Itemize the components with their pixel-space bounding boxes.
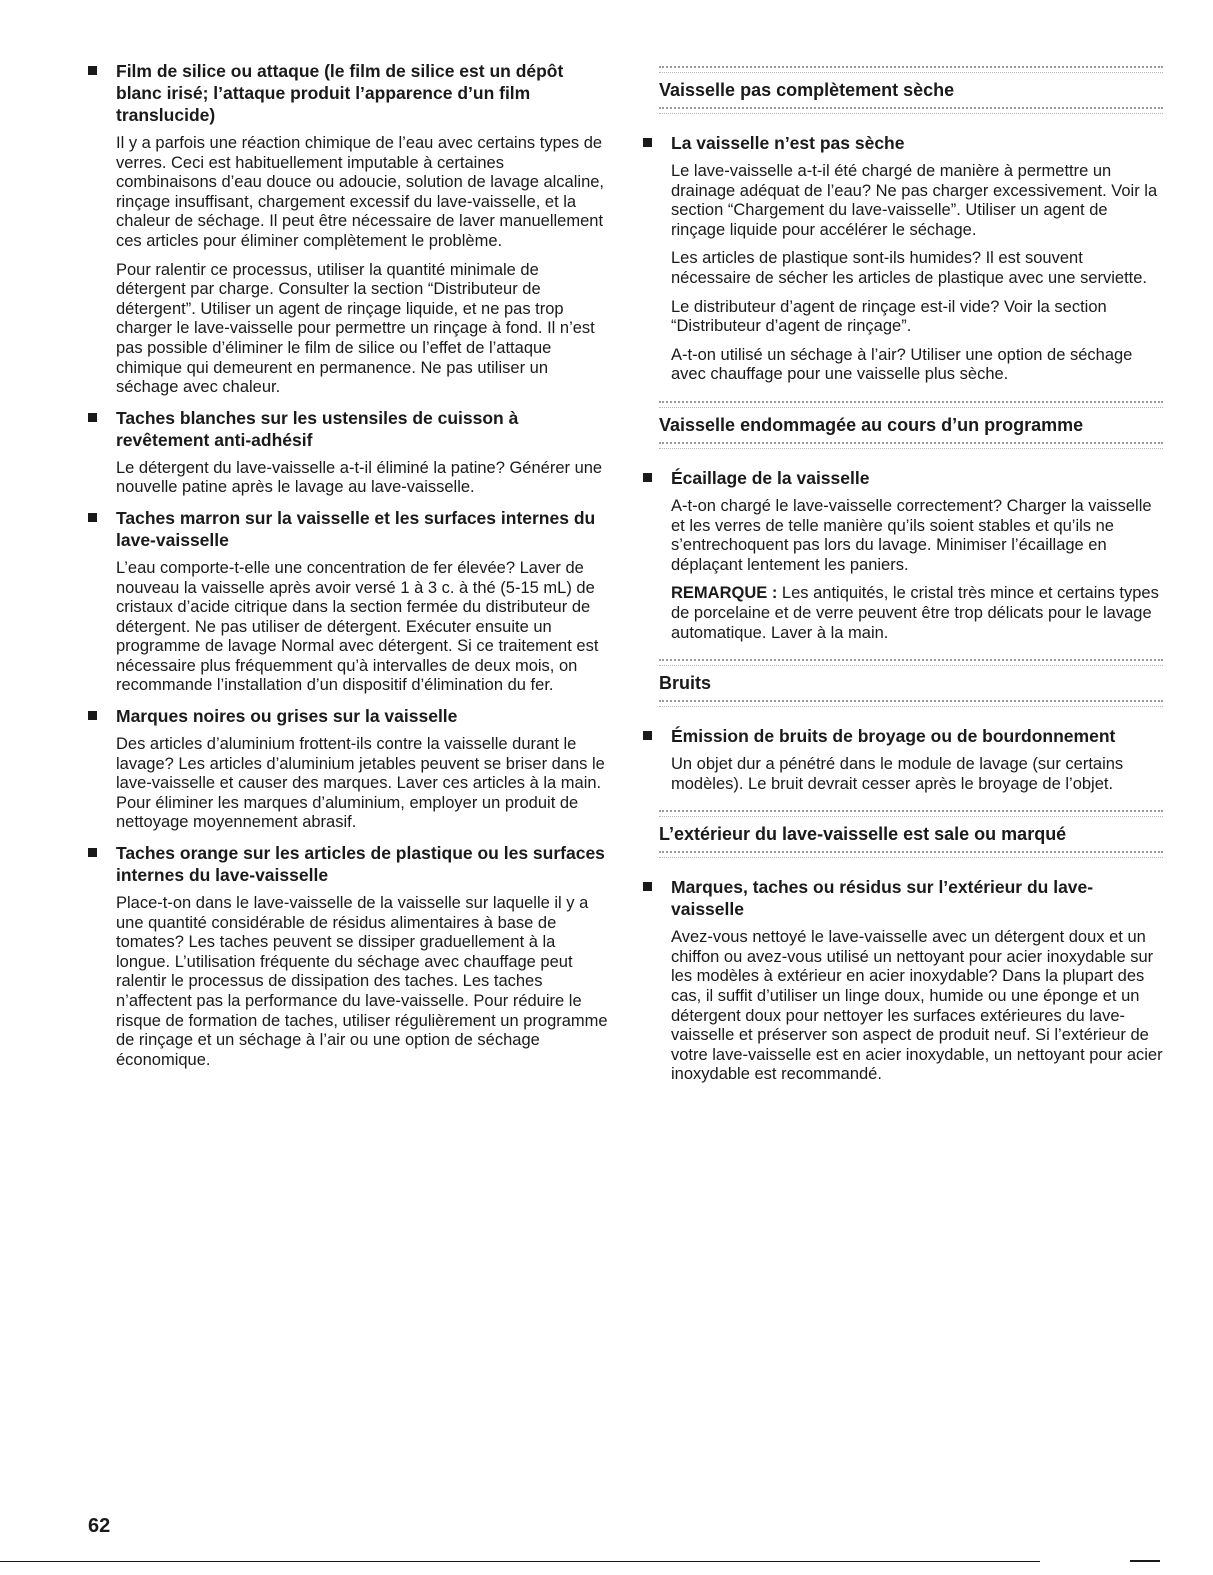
paragraph: Pour ralentir ce processus, utiliser la quantité minimale de détergent par charge. Consulter la section “Distributeur de détergent”. Utiliser un agent de rinçage liquide, et ne pas trop charger le lave-vaisselle pour permettre un rinçage à fond. Il n’est pas possible d’éliminer le film de silice ou l’effet de l’attaque chimique qui demeurent en permanence. Ne pas utiliser un séchage avec chaleur.: [116, 260, 595, 397]
list-item: [643, 876, 1163, 1085]
section-title: Vaisselle endommagée au cours d’un programme: [659, 414, 1084, 435]
item-title: Émission de bruits de broyage ou de bourdonnement: [671, 726, 1116, 747]
item-title: Marques, taches ou résidus sur l’extérieur du lave-vaisselle: [671, 877, 1094, 920]
paragraph: Avez-vous nettoyé le lave-vaisselle avec un détergent doux et un chiffon ou avez-vous utilisé un nettoyant pour acier inoxydable sur les modèles à extérieur en acier inoxydable? Dans la plupart des cas, il suffit d’utiliser un linge doux, humide ou une éponge et un détergent doux pour nettoyer les surfaces extérieures du lave-vaisselle et préserver son aspect de produit neuf. Si l’extérieur de votre lave-vaisselle est en acier inoxydable, un nettoyant pour acier inoxydable est recommandé.: [671, 928, 1163, 1084]
paragraph: Un objet dur a pénétré dans le module de lavage (sur certains modèles). Le bruit devrait cesser après le broyage de l’objet.: [671, 755, 1124, 793]
square-bullet-icon: [643, 882, 652, 891]
paragraph: A-t-on chargé le lave-vaisselle correctement? Charger la vaisselle et les verres de telle manière qu’ils soient stables et qu’ils ne s’entrechoquent pas lors du lavage. Minimiser l’écaillage en déplaçant lentement les paniers.: [671, 496, 1152, 574]
item-title: La vaisselle n’est pas sèche: [671, 133, 905, 153]
note-paragraph: [671, 584, 1163, 643]
list-item: [643, 132, 1163, 385]
paragraph: Le distributeur d’agent de rinçage est-il vide? Voir la section “Distributeur d’agent de rinçage”.: [671, 297, 1107, 336]
list-item: [88, 60, 608, 398]
page-number: 62: [88, 1515, 111, 1537]
section-title: Bruits: [659, 673, 712, 694]
paragraph: A-t-on utilisé un séchage à l’air? Utiliser une option de séchage avec chauffage pour une vaisselle plus sèche.: [671, 345, 1133, 384]
square-bullet-icon: [88, 848, 97, 857]
section-header: [643, 60, 1163, 120]
square-bullet-icon: [643, 138, 652, 147]
section-title: Vaisselle pas complètement sèche: [659, 80, 955, 100]
square-bullet-icon: [643, 731, 652, 740]
section-title: L’extérieur du lave-vaisselle est sale ou marqué: [659, 824, 1067, 845]
item-title: Taches orange sur les articles de plastique ou les surfaces internes du lave-vaisselle: [116, 843, 605, 886]
section-header: [643, 395, 1163, 455]
note-text: Les antiquités, le cristal très mince et certains types de porcelaine et de verre peuvent être trop délicats pour le lavage automatique. Laver à la main.: [671, 584, 1159, 642]
item-title: Taches blanches sur les ustensiles de cuisson à revêtement anti-adhésif: [116, 407, 519, 450]
dotted-rule: [659, 659, 1163, 666]
square-bullet-icon: [88, 711, 97, 720]
paragraph: Le détergent du lave-vaisselle a-t-il éliminé la patine? Générer une nouvelle patine après le lavage au lave-vaisselle.: [116, 458, 603, 497]
square-bullet-icon: [643, 473, 652, 482]
dotted-rule: [659, 700, 1163, 707]
square-bullet-icon: [88, 513, 97, 522]
section-header: [643, 804, 1163, 864]
paragraph: Les articles de plastique sont-ils humides? Il est souvent nécessaire de sécher les articles de plastique avec une serviette.: [671, 249, 1148, 287]
list-item: [88, 842, 608, 1070]
paragraph: Des articles d’aluminium frottent-ils contre la vaisselle durant le lavage? Les articles d’aluminium jetables peuvent se briser dans le lave-vaisselle et causer des marques. Laver ces articles à la main. Pour éliminer les marques d’aluminium, employer un produit de nettoyage moyennement abrasif.: [116, 735, 605, 832]
dotted-rule: [659, 810, 1163, 817]
dotted-rule: [659, 442, 1163, 449]
list-item: [643, 467, 1163, 643]
dotted-rule: [659, 66, 1163, 73]
dotted-rule: [659, 851, 1163, 858]
right-column: [643, 60, 1163, 1095]
dotted-rule: [659, 107, 1163, 114]
paragraph: L’eau comporte-t-elle une concentration de fer élevée? Laver de nouveau la vaisselle après avoir versé 1 à 3 c. à thé (5-15 mL) de cristaux d’acide citrique dans la section fermée du distributeur de détergent. Ne pas utiliser de détergent. Exécuter ensuite un programme de lavage Normal avec détergent. Si ce traitement est nécessaire plus fréquemment qu’à intervalles de deux mois, on recommande l’installation d’un dispositif d’élimination du fer.: [116, 558, 599, 695]
section-dishes-damaged: [643, 395, 1163, 643]
square-bullet-icon: [88, 66, 97, 75]
list-item: [88, 407, 608, 498]
paragraph: Il y a parfois une réaction chimique de l’eau avec certains types de verres. Ceci est habituellement imputable à certaines combinaisons d’eau douce ou adoucie, solution de lavage alcaline, rinçage insuffisant, chargement excessif du lave-vaisselle, et la chaleur de séchage. Il peut être nécessaire de laver manuellement ces articles pour éliminer complètement le problème.: [116, 134, 605, 250]
list-item: [88, 507, 608, 696]
list-item: [643, 725, 1163, 794]
section-dishes-not-dry: [643, 60, 1163, 385]
section-exterior-dirty: [643, 804, 1163, 1085]
square-bullet-icon: [88, 413, 97, 422]
paragraph: Le lave-vaisselle a-t-il été chargé de manière à permettre un drainage adéquat de l’eau? Ne pas charger excessivement. Voir la section “Chargement du lave-vaisselle”. Utiliser un agent de rinçage liquide pour accélérer le séchage.: [671, 162, 1158, 239]
footer-mark: [1130, 1560, 1160, 1562]
left-column: [88, 60, 608, 1079]
dotted-rule: [659, 401, 1163, 408]
list-item: [88, 705, 608, 833]
paragraph: Place-t-on dans le lave-vaisselle de la vaisselle sur laquelle il y a une quantité considérable de résidus alimentaires à base de tomates? Les taches peuvent se dissiper graduellement à la longue. L’utilisation fréquente du séchage avec chauffage peut ralentir le processus de dissipation des taches. Les taches n’affectent pas la performance du lave-vaisselle. Pour réduire le risque de formation de taches, utiliser régulièrement un programme de rinçage et un séchage à l’air ou une option de séchage économique.: [116, 894, 608, 1069]
item-title: Écaillage de la vaisselle: [671, 467, 870, 488]
item-title: Taches marron sur la vaisselle et les surfaces internes du lave-vaisselle: [116, 507, 596, 550]
item-title: Film de silice ou attaque (le film de silice est un dépôt blanc irisé; l’attaque produit l’apparence d’un film translucide): [116, 61, 564, 125]
section-header: [643, 653, 1163, 713]
note-label: REMARQUE :: [671, 584, 778, 603]
footer-rule: [0, 1561, 1040, 1562]
section-noises: [643, 653, 1163, 794]
item-title: Marques noires ou grises sur la vaisselle: [116, 706, 458, 727]
